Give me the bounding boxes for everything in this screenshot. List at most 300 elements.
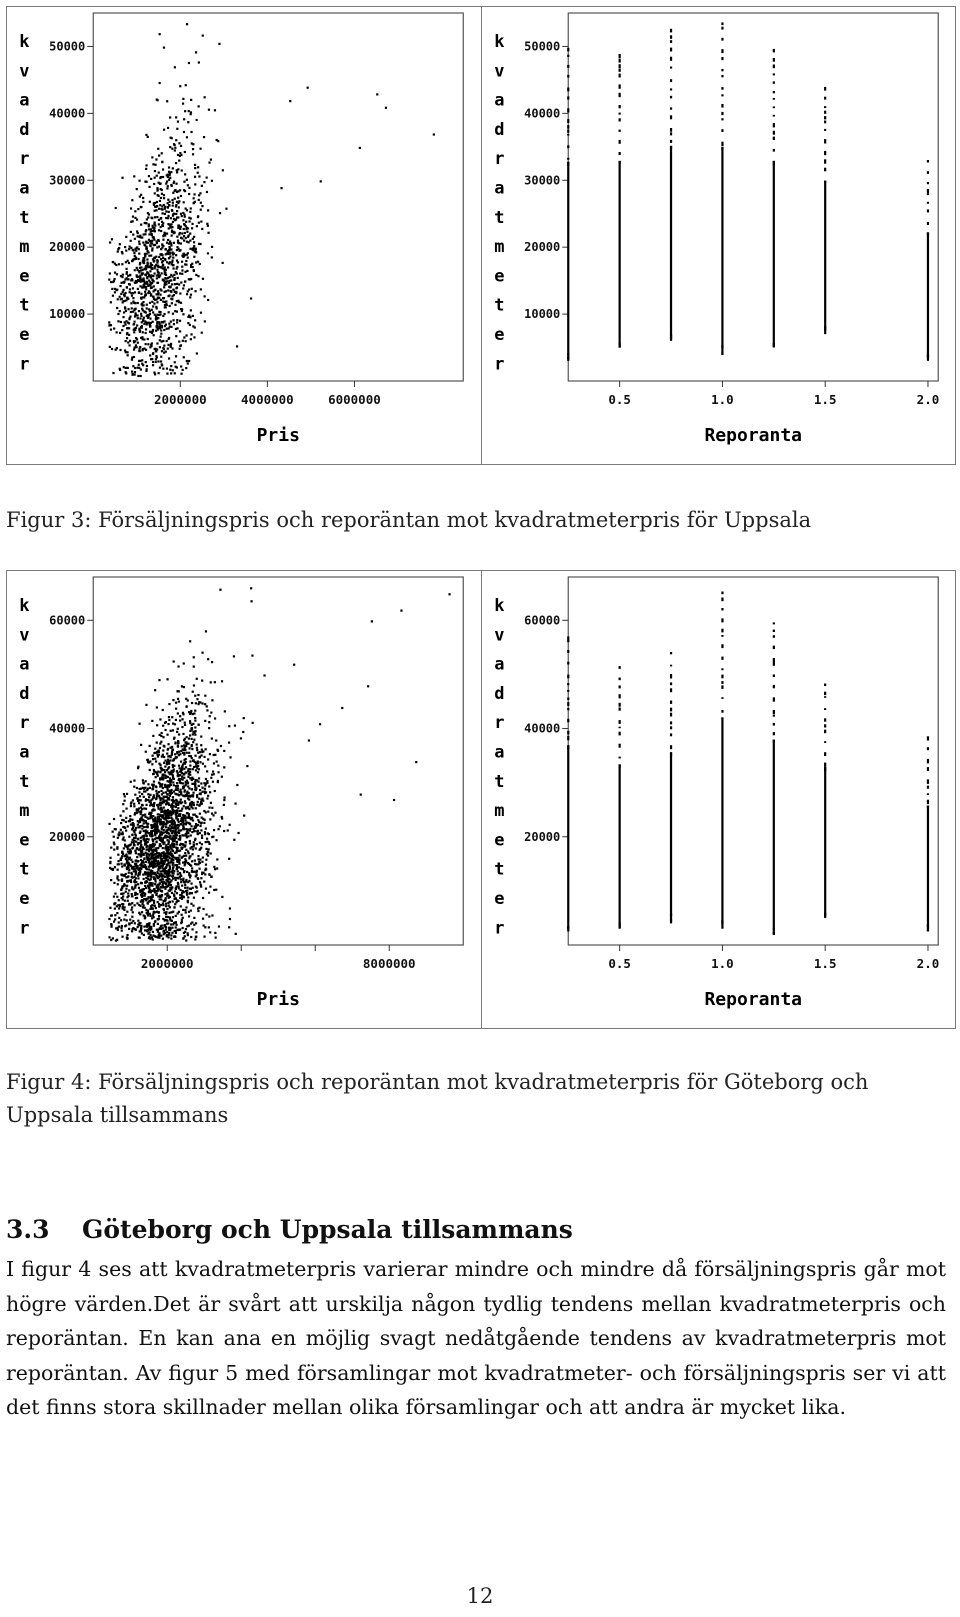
scatter-point: [134, 248, 136, 250]
scatter-point: [152, 755, 154, 757]
scatter-point: [157, 194, 159, 196]
scatter-point: [228, 926, 230, 928]
scatter-point: [127, 367, 129, 369]
scatter-point: [131, 278, 133, 280]
scatter-point: [721, 38, 723, 41]
y-axis-label-letter: t: [493, 207, 504, 228]
scatter-point: [187, 184, 189, 186]
scatter-point: [147, 343, 149, 345]
scatter-point: [132, 911, 134, 913]
figure-3-panel-pris: [7, 7, 481, 464]
scatter-point: [151, 854, 153, 856]
scatter-point: [156, 307, 158, 309]
scatter-point: [669, 115, 671, 119]
scatter-point: [140, 840, 142, 842]
scatter-point: [168, 262, 170, 264]
scatter-point: [196, 767, 198, 769]
scatter-point: [181, 215, 183, 217]
scatter-point: [176, 731, 178, 733]
scatter-point: [121, 930, 123, 932]
scatter-point: [618, 727, 620, 729]
scatter-point: [180, 761, 182, 763]
scatter-point: [150, 231, 152, 233]
scatter-point: [180, 195, 182, 197]
scatter-point: [180, 878, 182, 880]
scatter-point: [151, 904, 153, 906]
scatter-point: [184, 173, 186, 175]
scatter-point: [158, 863, 160, 865]
scatter-point: [166, 753, 168, 755]
scatter-point: [165, 803, 167, 805]
scatter-point: [141, 349, 143, 351]
scatter-point: [127, 892, 129, 894]
scatter-point: [145, 704, 147, 706]
scatter-point: [188, 880, 190, 882]
scatter-point: [144, 842, 146, 844]
scatter-point: [171, 261, 173, 263]
scatter-point: [184, 884, 186, 886]
scatter-point: [144, 295, 146, 297]
scatter-point: [137, 924, 139, 926]
x-tick-label: 1.0: [710, 392, 734, 407]
scatter-point: [177, 154, 179, 156]
scatter-point: [170, 934, 172, 936]
scatter-point: [190, 910, 192, 912]
scatter-point: [114, 288, 116, 290]
scatter-point: [171, 770, 173, 772]
scatter-point: [169, 146, 171, 148]
scatter-point: [157, 290, 159, 292]
scatter-point: [170, 227, 172, 229]
scatter-point: [163, 232, 165, 234]
scatter-point: [166, 785, 168, 787]
scatter-point: [156, 190, 158, 192]
scatter-point: [193, 897, 195, 899]
scatter-point: [187, 743, 189, 745]
scatter-point: [221, 776, 223, 778]
scatter-point: [213, 762, 215, 764]
scatter-point: [161, 774, 163, 776]
scatter-point: [204, 869, 206, 871]
scatter-point: [192, 733, 194, 735]
scatter-point: [126, 896, 128, 898]
scatter-point: [183, 214, 185, 216]
scatter-point: [180, 213, 182, 215]
scatter-point: [175, 785, 177, 787]
x-axis-label: Reporanta: [703, 989, 802, 1010]
scatter-point: [152, 938, 154, 940]
scatter-point: [167, 790, 169, 792]
scatter-point: [130, 240, 132, 242]
scatter-point: [156, 852, 158, 854]
scatter-point: [199, 761, 201, 763]
scatter-point: [189, 840, 191, 842]
scatter-point: [163, 801, 165, 803]
scatter-point: [181, 894, 183, 896]
scatter-point: [211, 774, 213, 776]
scatter-point: [120, 822, 122, 824]
scatter-point: [144, 268, 146, 270]
scatter-point: [201, 787, 203, 789]
y-axis-label-letter: m: [493, 801, 504, 822]
scatter-point: [191, 288, 193, 290]
scatter-point: [117, 837, 119, 839]
scatter-point: [203, 936, 205, 938]
scatter-point: [112, 868, 114, 870]
scatter-point: [721, 75, 723, 77]
scatter-point: [128, 836, 130, 838]
scatter-point: [176, 793, 178, 795]
scatter-point: [567, 145, 569, 148]
scatter-point: [772, 723, 774, 726]
scatter-point: [153, 781, 155, 783]
scatter-point: [188, 752, 190, 754]
scatter-point: [167, 344, 169, 346]
scatter-point: [152, 311, 154, 313]
scatter-point: [162, 279, 164, 281]
scatter-point: [160, 886, 162, 888]
scatter-point: [197, 910, 199, 912]
page-number: 12: [466, 1584, 494, 1608]
scatter-point: [123, 819, 125, 821]
scatter-point: [179, 767, 181, 769]
scatter-point: [618, 923, 620, 925]
scatter-point: [150, 857, 152, 859]
scatter-point: [159, 253, 161, 255]
scatter-point: [135, 827, 137, 829]
scatter-point: [119, 310, 121, 312]
scatter-point: [227, 829, 229, 831]
scatter-point: [137, 342, 139, 344]
scatter-point: [150, 295, 152, 297]
scatter-point: [182, 253, 184, 255]
scatter-point: [189, 823, 191, 825]
scatter-point: [669, 688, 671, 692]
scatter-point: [180, 802, 182, 804]
scatter-point: [156, 875, 158, 877]
scatter-point: [669, 713, 671, 717]
scatter-point: [194, 290, 196, 292]
scatter-point: [164, 325, 166, 327]
scatter-point: [178, 821, 180, 823]
scatter-point: [162, 725, 164, 727]
scatter-point: [146, 307, 148, 309]
scatter-point: [147, 903, 149, 905]
scatter-point: [113, 836, 115, 838]
y-axis-label-letter: t: [19, 207, 30, 228]
scatter-point: [172, 856, 174, 858]
scatter-point: [183, 739, 185, 741]
scatter-point: [153, 902, 155, 904]
scatter-point: [150, 287, 152, 289]
scatter-point: [128, 248, 130, 250]
scatter-point: [128, 262, 130, 264]
scatter-point: [160, 267, 162, 269]
scatter-point: [187, 770, 189, 772]
scatter-point: [126, 337, 128, 339]
scatter-point: [143, 892, 145, 894]
y-axis-label-letter: k: [493, 596, 504, 616]
scatter-point: [181, 261, 183, 263]
scatter-point: [618, 666, 620, 669]
scatter-point: [161, 876, 163, 878]
scatter-point: [167, 202, 169, 204]
scatter-point: [140, 863, 142, 865]
scatter-point: [125, 821, 127, 823]
scatter-point: [189, 211, 191, 213]
y-axis-label-letter: a: [493, 178, 504, 199]
scatter-point: [319, 723, 321, 725]
scatter-point: [197, 166, 199, 168]
scatter-point: [114, 291, 116, 293]
scatter-point: [721, 644, 723, 648]
scatter-point: [124, 839, 126, 841]
scatter-point: [196, 225, 198, 227]
scatter-point: [204, 784, 206, 786]
scatter-point: [210, 802, 212, 804]
scatter-point: [131, 877, 133, 879]
scatter-point: [166, 368, 168, 370]
scatter-point: [178, 765, 180, 767]
scatter-point: [721, 129, 723, 132]
scatter-point: [192, 794, 194, 796]
scatter-point: [193, 830, 195, 832]
scatter-point: [163, 933, 165, 935]
scatter-point: [128, 928, 130, 930]
scatter-point: [169, 929, 171, 931]
scatter-point: [187, 782, 189, 784]
scatter-point: [154, 299, 156, 301]
scatter-point: [207, 758, 209, 760]
scatter-point: [163, 829, 165, 831]
scatter-point: [159, 323, 161, 325]
scatter-point: [567, 731, 569, 735]
scatter-point: [156, 724, 158, 726]
scatter-point: [172, 313, 174, 315]
scatter-point: [146, 250, 148, 252]
scatter-point: [155, 841, 157, 843]
scatter-point: [178, 200, 180, 202]
scatter-point: [159, 82, 161, 84]
scatter-point: [174, 190, 176, 192]
scatter-point: [137, 842, 139, 844]
scatter-point: [140, 315, 142, 317]
scatter-point: [138, 364, 140, 366]
scatter-point: [147, 761, 149, 763]
scatter-point: [171, 283, 173, 285]
scatter-point: [208, 807, 210, 809]
scatter-point: [122, 810, 124, 812]
scatter-point: [140, 788, 142, 790]
scatter-point: [206, 770, 208, 772]
scatter-point: [187, 362, 189, 364]
scatter-point: [160, 333, 162, 335]
scatter-point: [234, 725, 236, 727]
scatter-point: [168, 243, 170, 245]
scatter-point: [567, 119, 569, 123]
section-heading: [6, 1215, 946, 1244]
scatter-point: [176, 782, 178, 784]
scatter-point: [191, 853, 193, 855]
scatter-point: [157, 273, 159, 275]
scatter-point: [171, 302, 173, 304]
scatter-point: [168, 179, 170, 181]
scatter-point: [153, 866, 155, 868]
scatter-point: [156, 929, 158, 931]
scatter-point: [131, 922, 133, 924]
scatter-point: [172, 862, 174, 864]
scatter-point: [157, 895, 159, 897]
scatter-point: [171, 809, 173, 811]
scatter-point: [172, 267, 174, 269]
scatter-point: [187, 896, 189, 898]
y-axis-label-letter: k: [493, 32, 504, 52]
scatter-point: [202, 908, 204, 910]
scatter-point: [162, 709, 164, 711]
scatter-point: [170, 344, 172, 346]
scatter-point: [121, 855, 123, 857]
scatter-point: [157, 282, 159, 284]
scatter-point: [141, 836, 143, 838]
scatter-point: [159, 896, 161, 898]
scatter-point: [193, 871, 195, 873]
scatter-point: [143, 826, 145, 828]
scatter-point: [125, 888, 127, 890]
scatter-point: [135, 314, 137, 316]
scatter-point: [175, 355, 177, 357]
scatter-point: [182, 909, 184, 911]
scatter-point: [188, 852, 190, 854]
scatter-point: [772, 630, 774, 632]
scatter-point: [119, 243, 121, 245]
scatter-point: [146, 365, 148, 367]
scatter-point: [188, 193, 190, 195]
scatter-point: [130, 311, 132, 313]
scatter-point: [163, 796, 165, 798]
scatter-point: [201, 652, 203, 654]
scatter-point: [772, 740, 774, 743]
scatter-point: [145, 829, 147, 831]
scatter-point: [112, 261, 114, 263]
scatter-point: [824, 121, 826, 124]
scatter-point: [115, 349, 117, 351]
scatter-point: [127, 354, 129, 356]
scatter-point: [146, 323, 148, 325]
scatter-point: [191, 928, 193, 930]
scatter-point: [148, 928, 150, 930]
scatter-point: [164, 771, 166, 773]
scatter-point: [141, 359, 143, 361]
scatter-point: [125, 858, 127, 860]
scatter-point: [172, 923, 174, 925]
scatter-point: [128, 844, 130, 846]
scatter-point: [189, 640, 191, 642]
scatter-point: [567, 719, 569, 723]
scatter-point: [206, 177, 208, 179]
scatter-point: [926, 202, 928, 204]
scatter-point: [140, 844, 142, 846]
scatter-point: [669, 919, 671, 921]
scatter-point: [618, 708, 620, 711]
scatter-point: [178, 850, 180, 852]
scatter-point: [208, 727, 210, 729]
scatter-point: [153, 802, 155, 804]
scatter-point: [210, 712, 212, 714]
scatter-point: [151, 784, 153, 786]
scatter-point: [157, 890, 159, 892]
scatter-point: [234, 803, 236, 805]
scatter-point: [669, 726, 671, 729]
scatter-point: [194, 319, 196, 321]
scatter-point: [154, 905, 156, 907]
scatter-point: [168, 227, 170, 229]
scatter-point: [204, 831, 206, 833]
scatter-point: [178, 224, 180, 226]
scatter-point: [176, 300, 178, 302]
scatter-point: [824, 696, 826, 698]
scatter-point: [194, 710, 196, 712]
scatter-point: [926, 767, 928, 771]
scatter-point: [169, 177, 171, 179]
scatter-point: [186, 812, 188, 814]
scatter-point: [156, 269, 158, 271]
y-axis-label-letter: k: [19, 32, 30, 52]
scatter-point: [185, 237, 187, 239]
scatter-point: [144, 291, 146, 293]
scatter-point: [186, 752, 188, 754]
scatter-point: [174, 66, 176, 68]
plot-frame: [568, 577, 938, 945]
scatter-point: [166, 892, 168, 894]
scatter-point: [171, 932, 173, 934]
scatter-point: [160, 741, 162, 743]
scatter-point: [170, 286, 172, 288]
scatter-point: [171, 746, 173, 748]
scatter-point: [133, 805, 135, 807]
scatter-point: [172, 760, 174, 762]
scatter-point: [146, 283, 148, 285]
scatter-point: [177, 197, 179, 199]
scatter-point: [158, 903, 160, 905]
scatter-point: [188, 773, 190, 775]
scatter-point: [119, 349, 121, 351]
scatter-point: [141, 911, 143, 913]
scatter-point: [169, 825, 171, 827]
scatter-point: [190, 825, 192, 827]
scatter-point: [196, 874, 198, 876]
x-axis-label: Reporanta: [703, 425, 802, 446]
scatter-point: [185, 806, 187, 808]
scatter-point: [772, 91, 774, 93]
scatter-point: [128, 858, 130, 860]
scatter-point: [250, 297, 252, 299]
scatter-point: [204, 96, 206, 98]
scatter-point: [229, 824, 231, 826]
scatter-point: [178, 142, 180, 144]
scatter-point: [172, 221, 174, 223]
scatter-point: [130, 909, 132, 911]
scatter-point: [176, 266, 178, 268]
scatter-point: [618, 152, 620, 155]
scatter-point: [197, 908, 199, 910]
x-tick-label: 1.5: [813, 956, 836, 971]
scatter-point: [120, 893, 122, 895]
scatter-point: [669, 745, 671, 749]
scatter-point: [180, 881, 182, 883]
scatter-point: [193, 193, 195, 195]
scatter-point: [148, 314, 150, 316]
scatter-point: [155, 860, 157, 862]
